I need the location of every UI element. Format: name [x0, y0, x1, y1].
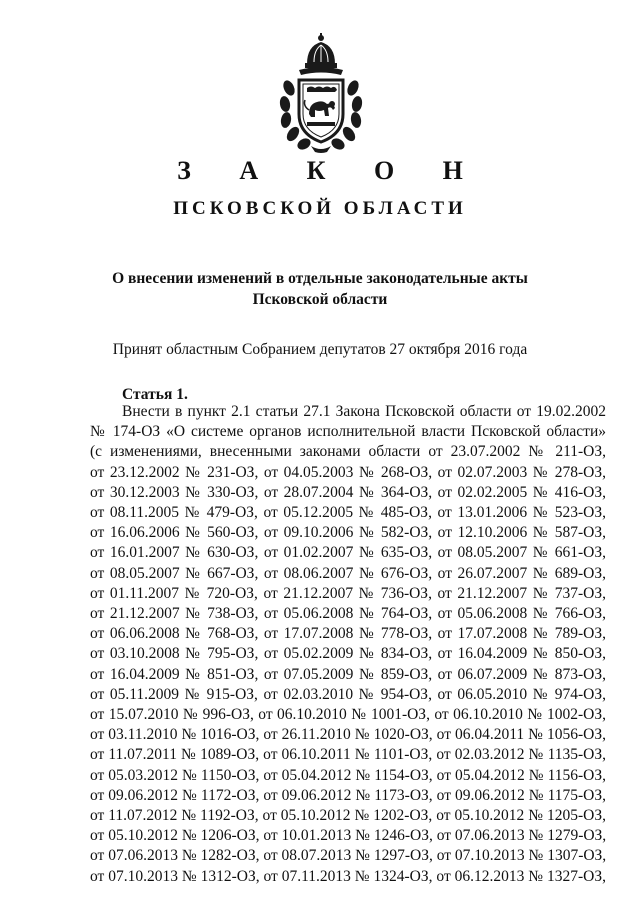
article-line: от 05.10.2012 № 1206-ОЗ, от 10.01.2013 № 1246-ОЗ, от 07.06.2013 № 1279-ОЗ, — [90, 827, 607, 845]
article-line: от 15.07.2010 № 996-ОЗ, от 06.10.2010 № 1001-ОЗ, от 06.10.2010 № 1002-ОЗ, — [90, 706, 606, 724]
article-line: от 23.12.2002 № 231-ОЗ, от 04.05.2003 № 268-ОЗ, от 02.07.2003 № 278-ОЗ, — [90, 463, 606, 481]
article-line: от 09.06.2012 № 1172-ОЗ, от 09.06.2012 № 1173-ОЗ, от 09.06.2012 № 1175-ОЗ, — [90, 786, 606, 804]
article-line: от 16.04.2009 № 851-ОЗ, от 07.05.2009 № 859-ОЗ, от 06.07.2009 № 873-ОЗ, — [90, 665, 606, 683]
subtitle-line: О внесении изменений в отдельные законодательные акты — [112, 270, 528, 287]
article-line: от 07.10.2013 № 1312-ОЗ, от 07.11.2013 № 1324-ОЗ, от 06.12.2013 № 1327-ОЗ, — [90, 867, 606, 885]
subtitle-line: Псковской области — [252, 291, 388, 308]
document-title: З А К О Н — [177, 156, 484, 185]
article-line: от 21.12.2007 № 738-ОЗ, от 05.06.2008 № 764-ОЗ, от 05.06.2008 № 766-ОЗ, — [90, 605, 606, 623]
article-line: от 05.03.2012 № 1150-ОЗ, от 05.04.2012 № 1154-ОЗ, от 05.04.2012 № 1156-ОЗ, — [90, 766, 606, 784]
document-subtitle — [110, 268, 530, 310]
article-line: Внести в пункт 2.1 статьи 27.1 Закона Псковской области от 19.02.2002 — [122, 403, 606, 420]
adoption-note: Принят областным Собранием депутатов 27 октября 2016 года — [112, 341, 528, 358]
article-title: Статья 1. — [122, 386, 188, 403]
article-line: от 06.06.2008 № 768-ОЗ, от 17.07.2008 № 778-ОЗ, от 17.07.2008 № 789-ОЗ, — [90, 625, 606, 643]
article-body — [90, 402, 606, 887]
article-line: от 16.01.2007 № 630-ОЗ, от 01.02.2007 № 635-ОЗ, от 08.05.2007 № 661-ОЗ, — [90, 544, 606, 562]
article-line: от 07.06.2013 № 1282-ОЗ, от 08.07.2013 № 1297-ОЗ, от 07.10.2013 № 1307-ОЗ, — [90, 847, 607, 865]
article-line: (с изменениями, внесенными законами области от 23.07.2002 № 211-ОЗ, — [90, 443, 606, 461]
article-line: от 16.06.2006 № 560-ОЗ, от 09.10.2006 № 582-ОЗ, от 12.10.2006 № 587-ОЗ, — [90, 524, 606, 542]
article-line: от 01.11.2007 № 720-ОЗ, от 21.12.2007 № 736-ОЗ, от 21.12.2007 № 737-ОЗ, — [90, 584, 606, 602]
article-line: от 30.12.2003 № 330-ОЗ, от 28.07.2004 № 364-ОЗ, от 02.02.2005 № 416-ОЗ, — [90, 483, 606, 501]
article-line: от 05.11.2009 № 915-ОЗ, от 02.03.2010 № 954-ОЗ, от 06.05.2010 № 974-ОЗ, — [90, 685, 606, 703]
document-region: ПСКОВСКОЙ ОБЛАСТИ — [173, 198, 467, 219]
article-line: от 03.11.2010 № 1016-ОЗ, от 26.11.2010 № 1020-ОЗ, от 06.04.2011 № 1056-ОЗ, — [90, 726, 606, 744]
article-line: от 08.05.2007 № 667-ОЗ, от 08.06.2007 № 676-ОЗ, от 26.07.2007 № 689-ОЗ, — [90, 564, 606, 582]
article-line: от 03.10.2008 № 795-ОЗ, от 05.02.2009 № 834-ОЗ, от 16.04.2009 № 850-ОЗ, — [90, 645, 606, 663]
article-line: от 11.07.2011 № 1089-ОЗ, от 06.10.2011 № 1101-ОЗ, от 02.03.2012 № 1135-ОЗ, — [90, 746, 606, 764]
article-line: № 174-ОЗ «О системе органов исполнительной власти Псковской области» — [90, 423, 606, 441]
coat-of-arms-icon — [277, 30, 365, 154]
article-line: от 11.07.2012 № 1192-ОЗ, от 05.10.2012 № 1202-ОЗ, от 05.10.2012 № 1205-ОЗ, — [90, 807, 606, 825]
article-line: от 08.11.2005 № 479-ОЗ, от 05.12.2005 № 485-ОЗ, от 13.01.2006 № 523-ОЗ, — [90, 504, 606, 522]
